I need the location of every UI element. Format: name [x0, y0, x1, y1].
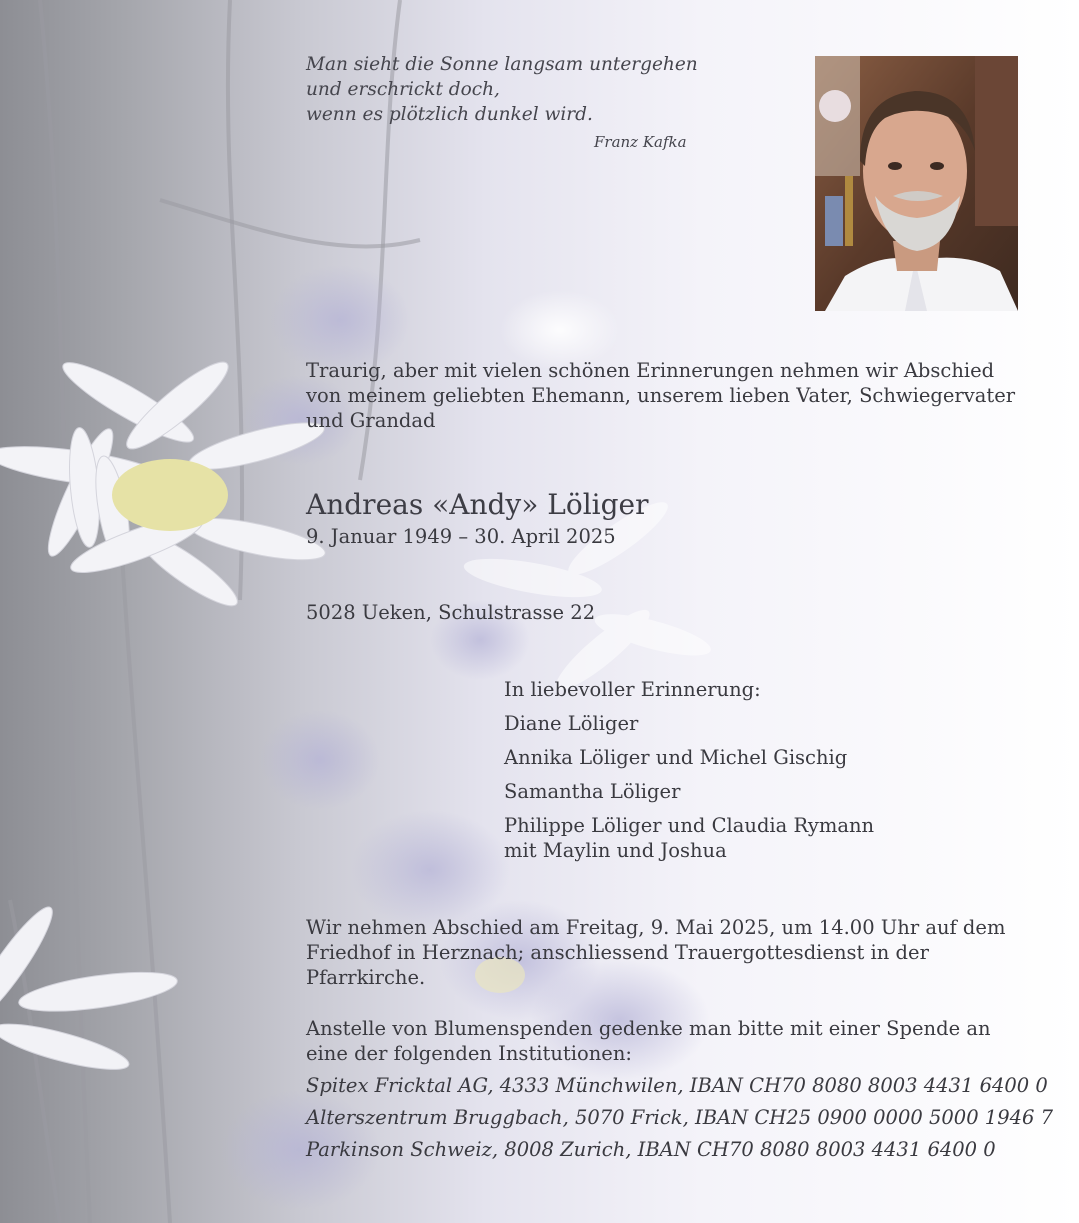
donation-institution: Alterszentrum Bruggbach, 5070 Frick, IBAN CH25 0900 0000 5000 1946 7 — [306, 1106, 1054, 1129]
service-line: Wir nehmen Abschied am Freitag, 9. Mai 2025, um 14.00 Uhr auf dem — [306, 916, 1006, 939]
mourner-name-continued: mit Maylin und Joshua — [504, 839, 727, 862]
deceased-name: Andreas «Andy» Löliger — [306, 488, 649, 521]
intro-line: Traurig, aber mit vielen schönen Erinnerungen nehmen wir Abschied — [306, 359, 995, 382]
quote-line: und erschrickt doch, — [306, 79, 500, 100]
portrait-photo — [815, 56, 1018, 311]
mourners-heading: In liebevoller Erinnerung: — [504, 678, 761, 701]
service-line: Friedhof in Herznach; anschliessend Trauergottesdienst in der — [306, 941, 929, 964]
mourners-list — [504, 677, 874, 863]
quote-line: Man sieht die Sonne langsam untergehen — [306, 54, 698, 75]
mourner-name: Diane Löliger — [504, 712, 639, 735]
mourning-address: 5028 Ueken, Schulstrasse 22 — [306, 601, 596, 624]
mourner-name: Annika Löliger und Michel Gischig — [504, 746, 848, 769]
donation-institution: Spitex Fricktal AG, 4333 Münchwilen, IBAN CH70 8080 8003 4431 6400 0 — [306, 1074, 1048, 1097]
donation-line: Anstelle von Blumenspenden gedenke man bitte mit einer Spende an — [306, 1017, 991, 1040]
intro-line: und Grandad — [306, 409, 436, 432]
donation-line: eine der folgenden Institutionen: — [306, 1042, 632, 1065]
mourner-name: Samantha Löliger — [504, 780, 681, 803]
intro-line: von meinem geliebten Ehemann, unserem lieben Vater, Schwiegervater — [306, 384, 1016, 407]
service-info — [306, 915, 1026, 990]
donation-request — [306, 1016, 1046, 1066]
intro-text — [306, 358, 1036, 433]
quote-line: wenn es plötzlich dunkel wird. — [306, 104, 593, 125]
service-line: Pfarrkirche. — [306, 966, 426, 989]
life-dates: 9. Januar 1949 – 30. April 2025 — [306, 525, 616, 548]
mourner-name: Philippe Löliger und Claudia Rymann — [504, 814, 875, 837]
kafka-quote — [306, 52, 698, 127]
donation-institution: Parkinson Schweiz, 8008 Zurich, IBAN CH70 8080 8003 4431 6400 0 — [306, 1138, 996, 1161]
quote-author: Franz Kafka — [594, 133, 687, 151]
